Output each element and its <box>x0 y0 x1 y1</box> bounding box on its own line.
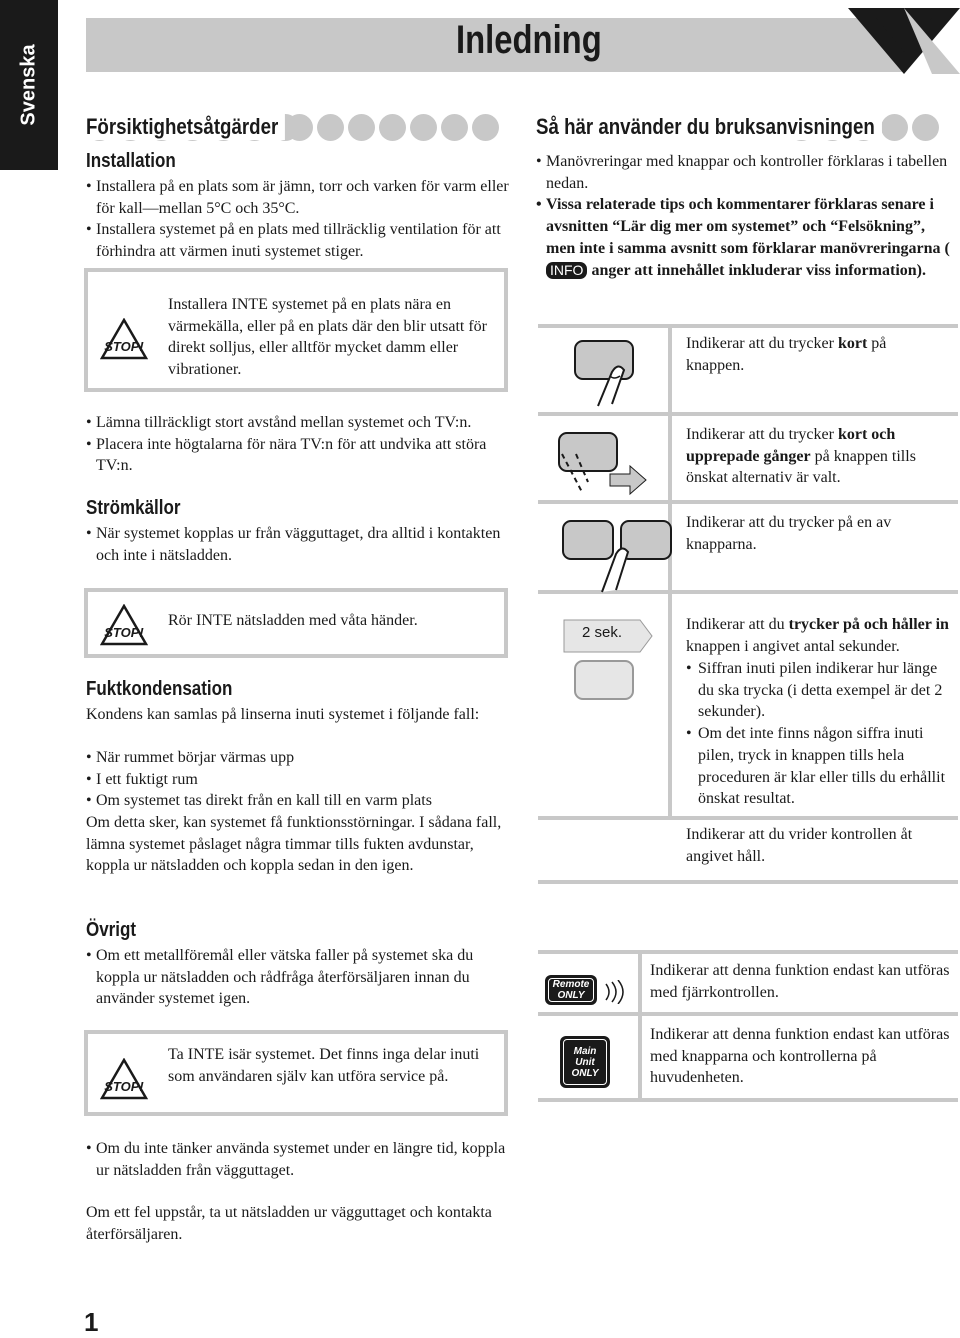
other-list <box>86 945 518 1010</box>
other-heading: Övrigt <box>86 919 137 941</box>
stop-warning-icon <box>100 318 148 360</box>
divider <box>538 816 958 820</box>
signal-waves-icon <box>600 980 630 1004</box>
divider <box>538 950 958 954</box>
main-unit-only-tag: Main Unit ONLY <box>560 1036 610 1088</box>
list-item: • När systemet kopplas ur från vägguttaget, dra alltid i kontakten och inte i nätsladden. <box>86 523 516 566</box>
warning-box-installation <box>84 268 508 392</box>
column-divider <box>668 324 672 820</box>
svg-text:STOP!: STOP! <box>104 339 144 354</box>
hold-sub-list <box>686 658 948 810</box>
list-item: • Om det inte finns någon siffra inuti pilen, tryck in knappen tills hela proceduren är klar eller tills du erhållit önskat resultat. <box>686 723 948 810</box>
row-desc: Indikerar att du vrider kontrollen åt angivet håll. <box>686 826 913 865</box>
row-desc: Indikerar att du trycker kort och upprepade gånger på knappen tills önskat alternativ är valt. <box>686 426 916 487</box>
svg-text:STOP!: STOP! <box>104 625 144 640</box>
column-divider <box>638 950 642 1102</box>
condensation-heading: Fuktkondensation <box>86 678 233 700</box>
howto-list <box>536 151 956 281</box>
language-tab <box>0 0 58 170</box>
row-desc: Indikerar att denna funktion endast kan utföras med knapparna och kontrollerna på huvudenheten. <box>650 1026 950 1087</box>
finger-icon <box>590 360 630 410</box>
precautions-heading: Försiktighetsåtgärder <box>86 114 285 140</box>
condensation-outro: Om detta sker, kan systemet få funktionsstörningar. I sådana fall, lämna systemet påslaget några timmar tills fukten avdunstar, koppla ur nätsladden och koppla sedan in den igen. <box>86 814 502 875</box>
repeat-press-icon <box>558 452 648 502</box>
warning-box-other <box>84 1030 508 1116</box>
stop-warning-icon <box>100 604 148 646</box>
list-item: • Siffran inuti pilen indikerar hur länge du ska trycka (i detta exempel är det 2 sekunder). <box>686 658 948 723</box>
list-item: • Lämna tillräckligt stort avstånd mellan systemet och TV:n. <box>86 412 516 434</box>
stop-warning-icon <box>100 1058 148 1100</box>
installation-heading: Installation <box>86 150 176 172</box>
warning-text: Ta INTE isär systemet. Det finns inga delar inuti som användaren själv kan utföra service på. <box>168 1046 480 1085</box>
warning-text: Installera INTE systemet på en plats nära en värmekälla, eller på en plats där den blir utsatt för direkt solljus, eller alltför mycket damm eller vibrationer. <box>168 296 487 379</box>
heading-dots <box>286 114 499 141</box>
closing-text: Om ett fel uppstår, ta ut nätsladden ur vägguttaget och kontakta återförsäljaren. <box>86 1204 492 1243</box>
divider <box>538 1012 958 1016</box>
divider <box>538 324 958 328</box>
page-title: Inledning <box>456 18 602 62</box>
remote-only-tag: Remote ONLY <box>545 975 597 1005</box>
page-number: 1 <box>84 1307 99 1337</box>
condensation-intro: Kondens kan samlas på linserna inuti systemet i följande fall: <box>86 706 480 723</box>
svg-text:STOP!: STOP! <box>104 1079 144 1094</box>
divider <box>538 412 958 416</box>
other-list-2 <box>86 1138 518 1181</box>
list-item: • När rummet börjar värmas upp <box>86 747 516 769</box>
finger-icon <box>594 540 634 596</box>
row-desc: Indikerar att du trycker på en av knapparna. <box>686 514 892 553</box>
list-item: • Placera inte högtalarna för nära TV:n för att undvika att störa TV:n. <box>86 434 516 477</box>
language-label: Svenska <box>17 44 40 126</box>
installation-list-2 <box>86 412 516 477</box>
row-desc: Indikerar att du trycker kort på knappen. <box>686 335 887 374</box>
hold-seconds-label: 2 sek. <box>582 624 623 641</box>
list-item: • Installera systemet på en plats med tillräcklig ventilation för att förhindra att värmen inuti systemet stiger. <box>86 219 516 262</box>
list-item: • I ett fuktigt rum <box>86 769 516 791</box>
info-icon: INFO <box>546 262 587 279</box>
divider <box>538 880 958 884</box>
power-heading: Strömkällor <box>86 497 181 519</box>
list-item: • Om ett metallföremål eller vätska faller på systemet ska du koppla ur nätsladden och rådfråga återförsäljaren innan du använder systemet igen. <box>86 945 518 1010</box>
power-list <box>86 523 516 566</box>
list-item: • Manövreringar med knappar och kontroller förklaras i tabellen nedan. <box>536 151 956 194</box>
row-desc: Indikerar att denna funktion endast kan utföras med fjärrkontrollen. <box>650 962 950 1001</box>
warning-text: Rör INTE nätsladden med våta händer. <box>168 612 418 629</box>
list-item: • Installera på en plats som är jämn, torr och varken för varm eller för kall—mellan 5°C och 35°C. <box>86 176 516 219</box>
installation-list <box>86 176 516 263</box>
how-to-heading: Så här använder du bruksanvisningen <box>536 114 882 140</box>
list-item: • Om du inte tänker använda systemet under en längre tid, koppla ur nätsladden från vägguttaget. <box>86 1138 518 1181</box>
list-item: • Om systemet tas direkt från en kall till en varm plats <box>86 790 516 812</box>
warning-box-power <box>84 588 508 658</box>
list-item: • Vissa relaterade tips och kommentarer förklaras senare i avsnitten “Lär dig mer om systemet” och “Felsökning”, men inte i samma avsnitt som förklarar manövreringarna (INFO anger att innehållet inkluderar viss information). <box>536 194 956 281</box>
button-press-icon <box>574 660 634 700</box>
divider <box>538 1098 958 1102</box>
triangle-shade-icon <box>876 8 960 74</box>
row-desc: Indikerar att du trycker på och håller in knappen i angivet antal sekunder. <box>686 616 949 655</box>
condensation-list <box>86 747 516 812</box>
